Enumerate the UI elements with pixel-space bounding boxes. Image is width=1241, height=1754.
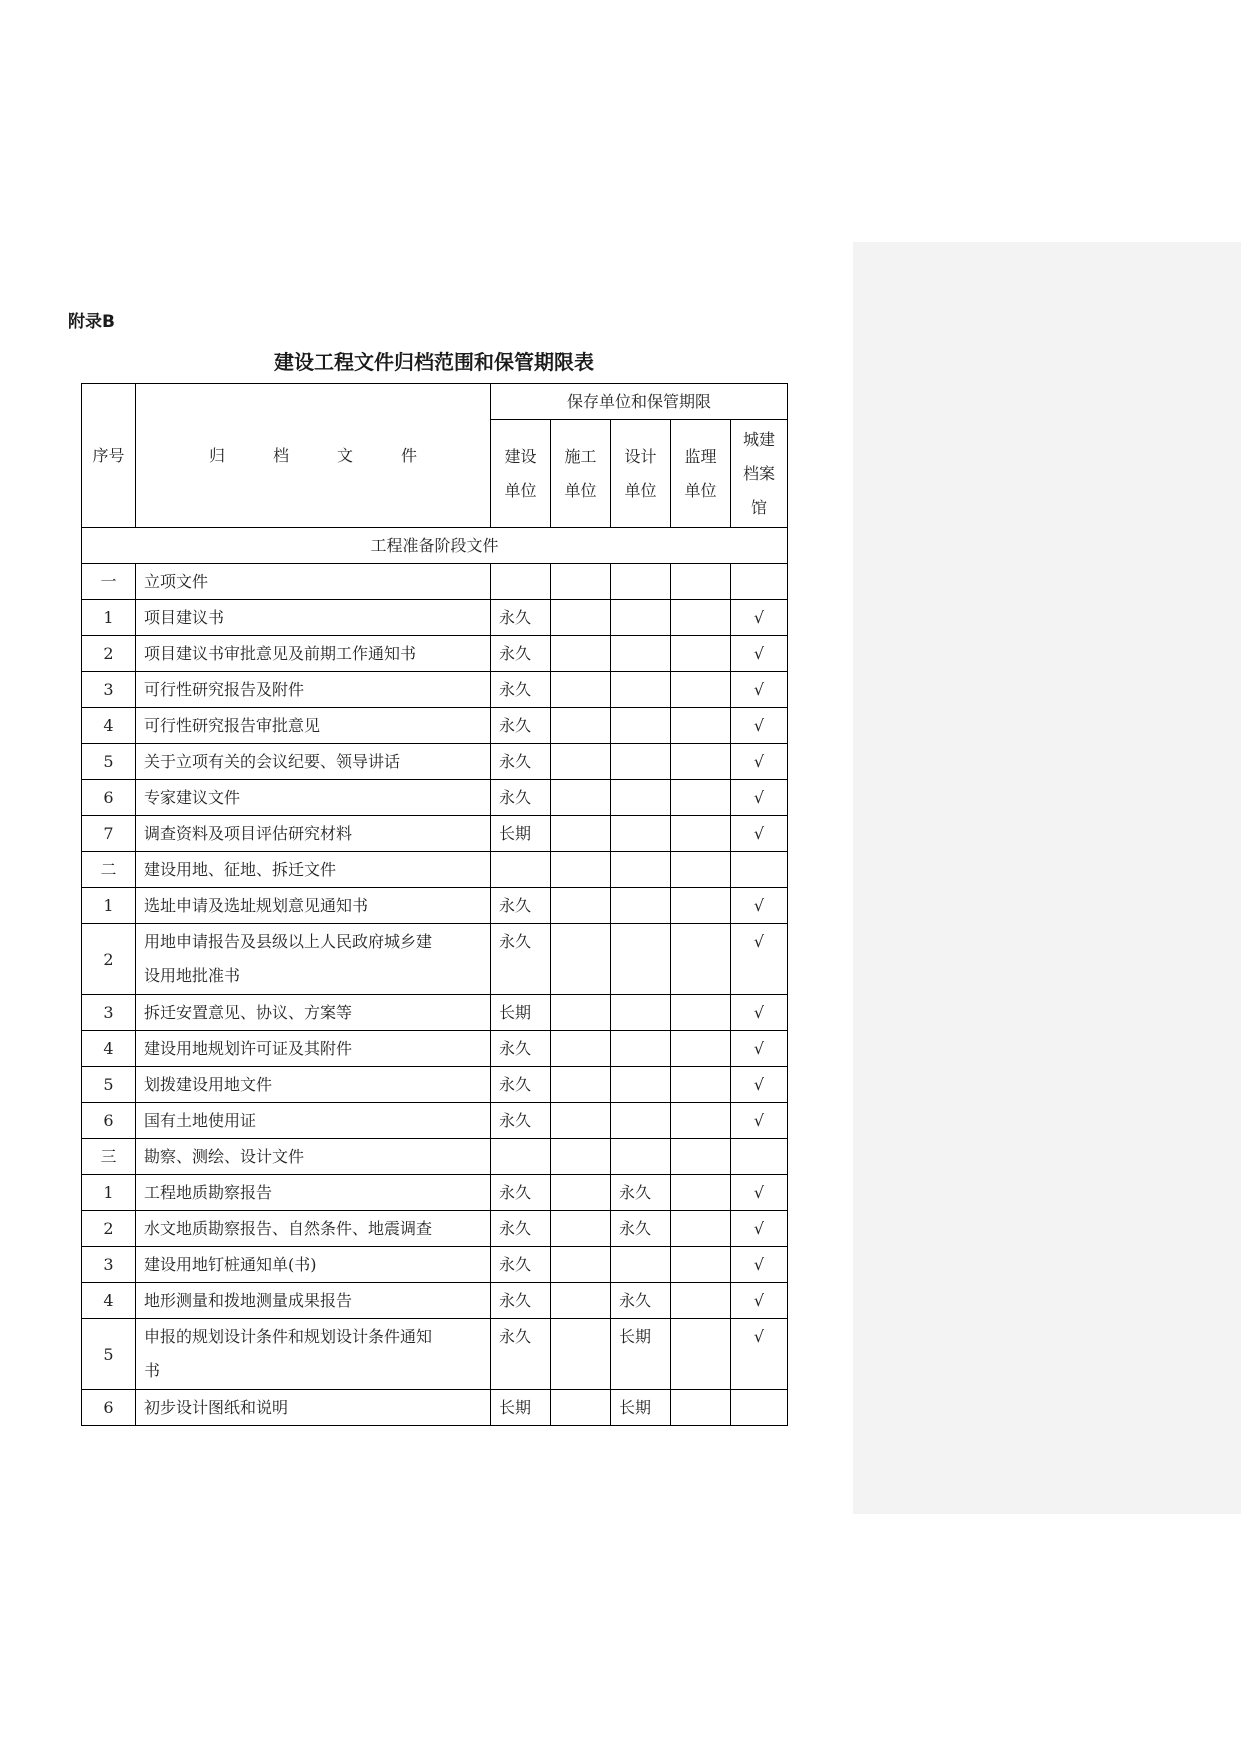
header-file-char: 归: [208, 446, 225, 465]
retention-construction: 永久: [491, 600, 551, 636]
row-number: 5: [82, 1319, 136, 1390]
file-row: [82, 672, 788, 708]
file-name: [136, 924, 491, 995]
retention-design: [611, 995, 671, 1031]
header-file-char: 件: [400, 446, 417, 465]
retention-design: [611, 600, 671, 636]
file-name: 工程地质勘察报告: [136, 1175, 491, 1211]
retention-urban-archive: [731, 1390, 788, 1426]
file-row: [82, 1175, 788, 1211]
file-name: 可行性研究报告及附件: [136, 672, 491, 708]
retention-construction: 长期: [491, 816, 551, 852]
retention-urban-archive: √: [731, 1103, 788, 1139]
retention-urban-archive: √: [731, 708, 788, 744]
retention-supervision: [671, 1067, 731, 1103]
file-name: 地形测量和拨地测量成果报告: [136, 1283, 491, 1319]
retention-urban-archive: √: [731, 995, 788, 1031]
retention-supervision: [671, 780, 731, 816]
section-number: 三: [82, 1139, 136, 1175]
retention-supervision: [671, 1211, 731, 1247]
row-number: 5: [82, 1067, 136, 1103]
retention-design: [611, 672, 671, 708]
row-number: 2: [82, 1211, 136, 1247]
retention-contractor: [551, 1283, 611, 1319]
file-name: 项目建议书: [136, 600, 491, 636]
file-name: 拆迁安置意见、协议、方案等: [136, 995, 491, 1031]
comment-margin-pane: [853, 242, 1241, 1514]
row-number: 5: [82, 744, 136, 780]
empty-cell: [671, 852, 731, 888]
retention-construction: 永久: [491, 1175, 551, 1211]
empty-cell: [611, 564, 671, 600]
retention-design: 长期: [611, 1390, 671, 1426]
retention-design: [611, 1067, 671, 1103]
file-row: [82, 636, 788, 672]
archive-scope-table: [81, 383, 788, 1426]
file-name: 划拨建设用地文件: [136, 1067, 491, 1103]
retention-supervision: [671, 924, 731, 995]
row-number: 6: [82, 780, 136, 816]
retention-contractor: [551, 995, 611, 1031]
retention-supervision: [671, 816, 731, 852]
file-row: [82, 708, 788, 744]
retention-design: [611, 1247, 671, 1283]
file-name: 项目建议书审批意见及前期工作通知书: [136, 636, 491, 672]
file-name-line: 书: [144, 1361, 161, 1380]
retention-design: [611, 708, 671, 744]
section-row: [82, 564, 788, 600]
retention-design: 永久: [611, 1283, 671, 1319]
header-archive-file: [136, 384, 491, 528]
section-number: 二: [82, 852, 136, 888]
empty-cell: [731, 1139, 788, 1175]
header-unit-urban-archive: 城建 档案 馆: [731, 420, 788, 528]
row-number: 1: [82, 1175, 136, 1211]
retention-supervision: [671, 995, 731, 1031]
file-row: [82, 1031, 788, 1067]
empty-cell: [731, 852, 788, 888]
retention-construction: 永久: [491, 1103, 551, 1139]
header-file-char: 档: [272, 446, 289, 465]
retention-contractor: [551, 888, 611, 924]
file-name: 关于立项有关的会议纪要、领导讲话: [136, 744, 491, 780]
retention-design: [611, 924, 671, 995]
retention-construction: 永久: [491, 888, 551, 924]
file-row: [82, 995, 788, 1031]
file-row: [82, 600, 788, 636]
file-row: [82, 924, 788, 995]
retention-construction: 永久: [491, 1247, 551, 1283]
retention-supervision: [671, 1103, 731, 1139]
header-unit-construction: 建设 单位: [491, 420, 551, 528]
row-number: 3: [82, 995, 136, 1031]
file-name-line: 申报的规划设计条件和规划设计条件通知: [144, 1327, 433, 1346]
appendix-label: 附录B: [68, 312, 115, 332]
retention-design: 永久: [611, 1175, 671, 1211]
empty-cell: [611, 852, 671, 888]
retention-construction: 永久: [491, 636, 551, 672]
retention-urban-archive: √: [731, 1175, 788, 1211]
retention-urban-archive: √: [731, 1319, 788, 1390]
retention-urban-archive: √: [731, 636, 788, 672]
retention-contractor: [551, 1319, 611, 1390]
retention-supervision: [671, 1283, 731, 1319]
retention-contractor: [551, 1175, 611, 1211]
retention-contractor: [551, 600, 611, 636]
empty-cell: [671, 564, 731, 600]
file-name: 水文地质勘察报告、自然条件、地震调查: [136, 1211, 491, 1247]
retention-design: [611, 888, 671, 924]
retention-supervision: [671, 1390, 731, 1426]
file-row: [82, 1319, 788, 1390]
retention-supervision: [671, 600, 731, 636]
row-number: 3: [82, 672, 136, 708]
retention-urban-archive: √: [731, 1067, 788, 1103]
retention-urban-archive: √: [731, 744, 788, 780]
section-title: 立项文件: [136, 564, 491, 600]
row-number: 1: [82, 600, 136, 636]
row-number: 6: [82, 1390, 136, 1426]
stage-heading: 工程准备阶段文件: [82, 528, 788, 564]
row-number: 4: [82, 1031, 136, 1067]
retention-contractor: [551, 1067, 611, 1103]
retention-urban-archive: √: [731, 888, 788, 924]
retention-contractor: [551, 816, 611, 852]
retention-construction: 永久: [491, 1319, 551, 1390]
retention-contractor: [551, 1103, 611, 1139]
retention-contractor: [551, 780, 611, 816]
row-number: 6: [82, 1103, 136, 1139]
retention-urban-archive: √: [731, 1031, 788, 1067]
file-name: 建设用地规划许可证及其附件: [136, 1031, 491, 1067]
retention-contractor: [551, 636, 611, 672]
file-name: 国有土地使用证: [136, 1103, 491, 1139]
empty-cell: [611, 1139, 671, 1175]
file-name-line: 用地申请报告及县级以上人民政府城乡建: [144, 932, 433, 951]
retention-contractor: [551, 924, 611, 995]
retention-urban-archive: √: [731, 816, 788, 852]
retention-supervision: [671, 1175, 731, 1211]
row-number: 2: [82, 924, 136, 995]
retention-contractor: [551, 744, 611, 780]
section-title: 勘察、测绘、设计文件: [136, 1139, 491, 1175]
section-title: 建设用地、征地、拆迁文件: [136, 852, 491, 888]
file-row: [82, 1283, 788, 1319]
empty-cell: [731, 564, 788, 600]
retention-design: [611, 1103, 671, 1139]
file-row: [82, 1103, 788, 1139]
retention-urban-archive: √: [731, 1211, 788, 1247]
retention-design: [611, 744, 671, 780]
retention-urban-archive: √: [731, 600, 788, 636]
file-name: 建设用地钉桩通知单(书): [136, 1247, 491, 1283]
retention-urban-archive: √: [731, 924, 788, 995]
retention-construction: 永久: [491, 744, 551, 780]
retention-construction: 永久: [491, 1031, 551, 1067]
header-unit-contractor: 施工 单位: [551, 420, 611, 528]
retention-supervision: [671, 708, 731, 744]
section-row: [82, 852, 788, 888]
retention-design: [611, 636, 671, 672]
file-name: 选址申请及选址规划意见通知书: [136, 888, 491, 924]
retention-urban-archive: √: [731, 1247, 788, 1283]
retention-supervision: [671, 888, 731, 924]
retention-contractor: [551, 672, 611, 708]
retention-construction: 永久: [491, 1211, 551, 1247]
document-title: 建设工程文件归档范围和保管期限表: [274, 350, 594, 374]
header-unit-supervision: 监理 单位: [671, 420, 731, 528]
retention-construction: 长期: [491, 1390, 551, 1426]
row-number: 7: [82, 816, 136, 852]
empty-cell: [491, 852, 551, 888]
file-row: [82, 888, 788, 924]
retention-design: 长期: [611, 1319, 671, 1390]
retention-contractor: [551, 1031, 611, 1067]
section-row: [82, 1139, 788, 1175]
empty-cell: [491, 1139, 551, 1175]
retention-construction: 永久: [491, 1283, 551, 1319]
empty-cell: [551, 852, 611, 888]
retention-contractor: [551, 1390, 611, 1426]
file-row: [82, 744, 788, 780]
file-row: [82, 780, 788, 816]
file-row: [82, 1247, 788, 1283]
empty-cell: [491, 564, 551, 600]
row-number: 1: [82, 888, 136, 924]
empty-cell: [551, 1139, 611, 1175]
retention-urban-archive: √: [731, 672, 788, 708]
retention-construction: 永久: [491, 924, 551, 995]
empty-cell: [671, 1139, 731, 1175]
header-file-char: 文: [336, 446, 353, 465]
retention-contractor: [551, 1211, 611, 1247]
retention-design: [611, 1031, 671, 1067]
file-name: 调查资料及项目评估研究材料: [136, 816, 491, 852]
header-seq: 序号: [82, 384, 136, 528]
retention-supervision: [671, 744, 731, 780]
retention-supervision: [671, 672, 731, 708]
file-name: [136, 1319, 491, 1390]
retention-construction: 永久: [491, 708, 551, 744]
section-number: 一: [82, 564, 136, 600]
file-name: 专家建议文件: [136, 780, 491, 816]
retention-design: [611, 816, 671, 852]
retention-urban-archive: √: [731, 780, 788, 816]
header-retention-group: 保存单位和保管期限: [491, 384, 788, 420]
retention-contractor: [551, 708, 611, 744]
retention-supervision: [671, 1031, 731, 1067]
retention-construction: 永久: [491, 672, 551, 708]
file-row: [82, 1211, 788, 1247]
retention-contractor: [551, 1247, 611, 1283]
retention-construction: 永久: [491, 780, 551, 816]
retention-supervision: [671, 1247, 731, 1283]
row-number: 4: [82, 1283, 136, 1319]
retention-supervision: [671, 1319, 731, 1390]
file-name: 可行性研究报告审批意见: [136, 708, 491, 744]
retention-design: [611, 780, 671, 816]
file-row: [82, 1067, 788, 1103]
retention-urban-archive: √: [731, 1283, 788, 1319]
file-name: 初步设计图纸和说明: [136, 1390, 491, 1426]
retention-construction: 永久: [491, 1067, 551, 1103]
row-number: 2: [82, 636, 136, 672]
header-unit-design: 设计 单位: [611, 420, 671, 528]
row-number: 3: [82, 1247, 136, 1283]
file-row: [82, 816, 788, 852]
retention-design: 永久: [611, 1211, 671, 1247]
file-name-line: 设用地批准书: [144, 966, 241, 985]
retention-construction: 长期: [491, 995, 551, 1031]
row-number: 4: [82, 708, 136, 744]
file-row: [82, 1390, 788, 1426]
retention-supervision: [671, 636, 731, 672]
empty-cell: [551, 564, 611, 600]
